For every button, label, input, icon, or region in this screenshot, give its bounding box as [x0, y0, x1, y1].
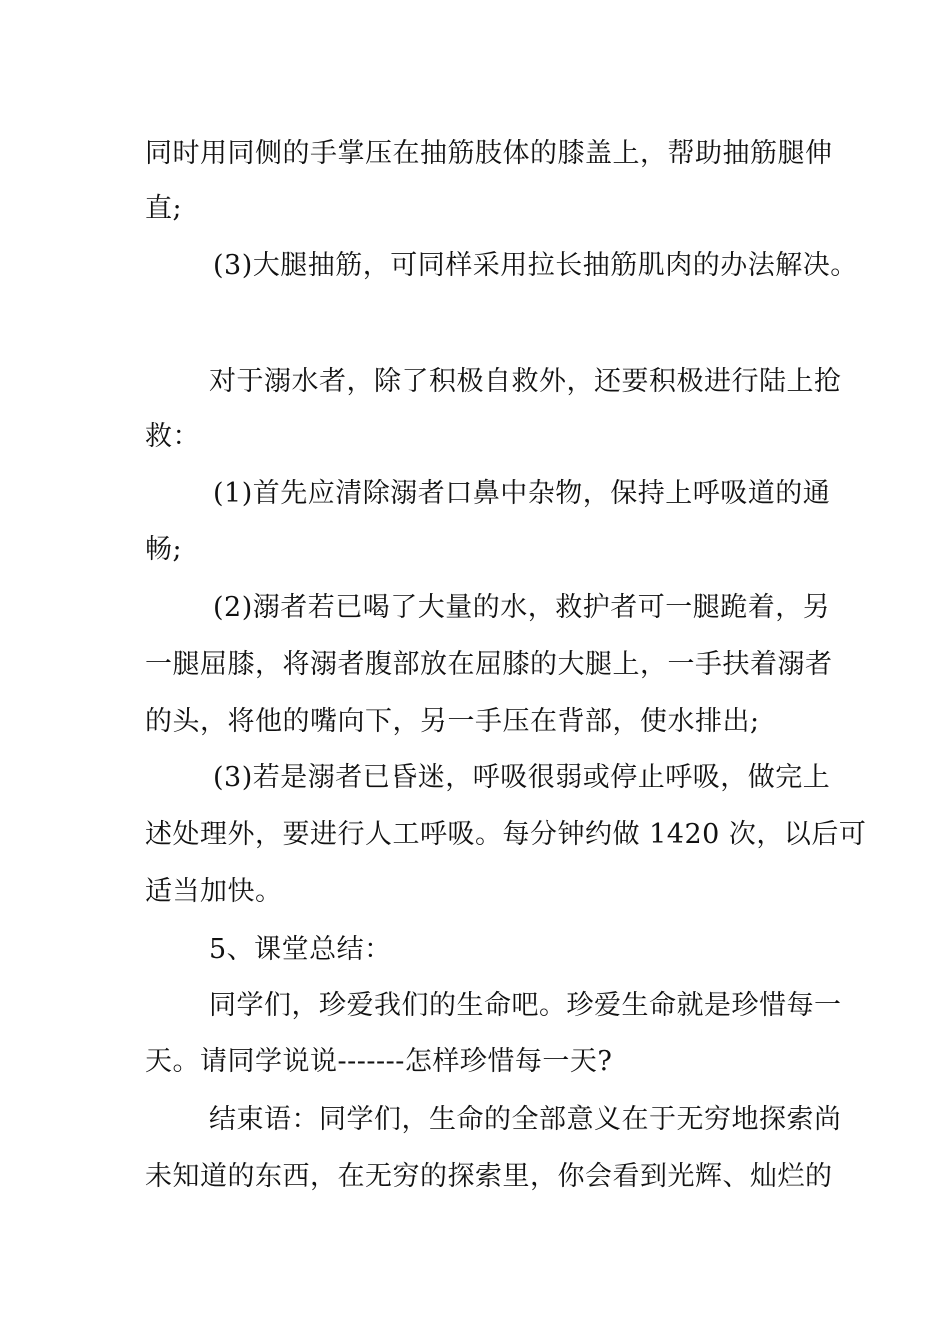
text-line: 适当加快。: [145, 876, 283, 907]
text-line: 畅;: [145, 534, 183, 565]
text-line: 未知道的东西，在无穷的探索里，你会看到光辉、灿烂的: [145, 1161, 833, 1192]
text-line: 天。请同学说说-------怎样珍惜每一天?: [145, 1046, 613, 1077]
text-line: (1)首先应清除溺者口鼻中杂物，保持上呼吸道的通: [213, 478, 831, 509]
text-line: 救：: [145, 421, 200, 452]
text-line: (3)大腿抽筋，可同样采用拉长抽筋肌肉的办法解决。: [213, 250, 858, 281]
text-line: (3)若是溺者已昏迷，呼吸很弱或停止呼吸，做完上: [213, 762, 831, 793]
text-line: 同时用同侧的手掌压在抽筋肢体的膝盖上，帮助抽筋腿伸: [145, 138, 833, 169]
text-line: (2)溺者若已喝了大量的水，救护者可一腿跪着，另: [213, 592, 831, 623]
text-line: 同学们，珍爱我们的生命吧。珍爱生命就是珍惜每一: [209, 990, 842, 1021]
text-line: 对于溺水者，除了积极自救外，还要积极进行陆上抢: [209, 366, 842, 397]
text-line: 结束语：同学们，生命的全部意义在于无穷地探索尚: [209, 1104, 842, 1135]
text-line: 5、课堂总结：: [209, 934, 392, 965]
text-line: 的头，将他的嘴向下，另一手压在背部，使水排出;: [145, 706, 760, 737]
text-line: 一腿屈膝，将溺者腹部放在屈膝的大腿上，一手扶着溺者: [145, 649, 833, 680]
text-line: 直;: [145, 193, 183, 224]
text-line: 述处理外，要进行人工呼吸。每分钟约做 1420 次，以后可: [145, 819, 867, 850]
